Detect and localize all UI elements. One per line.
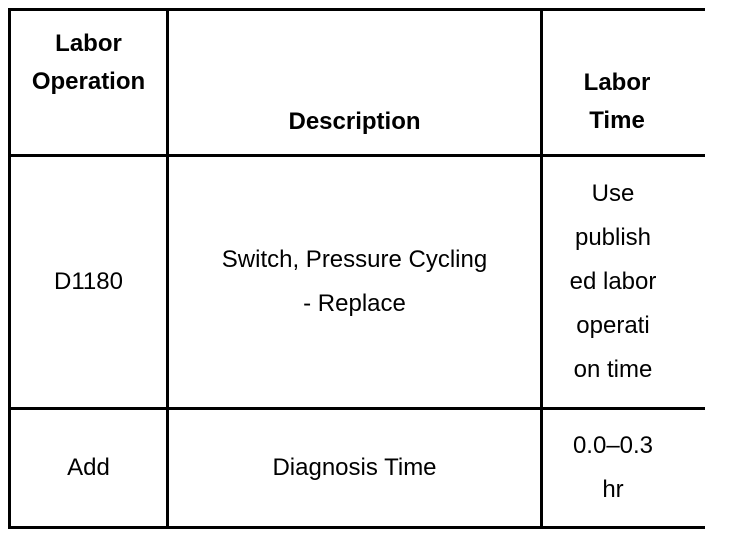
row-2-labor-time-line-1: 0.0–0.3 — [572, 432, 654, 459]
row-1-labor-operation-value: D1180 — [54, 268, 123, 295]
row-1-labor-time-line-1: Use — [591, 180, 635, 207]
row-2-description-value: Diagnosis Time — [272, 454, 437, 481]
row-2-labor-operation — [11, 410, 166, 526]
header-labor-operation-line-1: Labor — [55, 30, 122, 57]
row-1-labor-time-line-4: operati — [576, 312, 650, 339]
row-1-description-line-2: - Replace — [303, 290, 406, 317]
header-labor-operation-line-2: Operation — [31, 68, 146, 95]
header-labor-time-line-2: Time — [589, 107, 645, 134]
header-labor-time — [543, 62, 691, 142]
table-border-bottom — [8, 526, 705, 529]
row-1-description-line-1: Switch, Pressure Cycling — [221, 246, 488, 273]
row-2-labor-time — [543, 410, 683, 526]
row-2-description — [169, 410, 540, 526]
header-description — [169, 100, 540, 144]
row-2-labor-operation-value: Add — [67, 454, 110, 481]
row-1-description — [169, 157, 540, 407]
row-1-labor-time-line-3: ed labor — [569, 268, 657, 295]
row-1-labor-time-line-2: publish — [574, 224, 652, 251]
row-2-labor-time-line-2: hr — [602, 476, 624, 503]
header-description-label: Description — [288, 108, 421, 135]
row-1-labor-time-line-5: on time — [573, 356, 653, 383]
row-1-labor-time — [543, 157, 683, 407]
header-labor-time-line-1: Labor — [583, 69, 651, 96]
row-1-labor-operation — [11, 157, 166, 407]
header-labor-operation — [11, 11, 166, 115]
